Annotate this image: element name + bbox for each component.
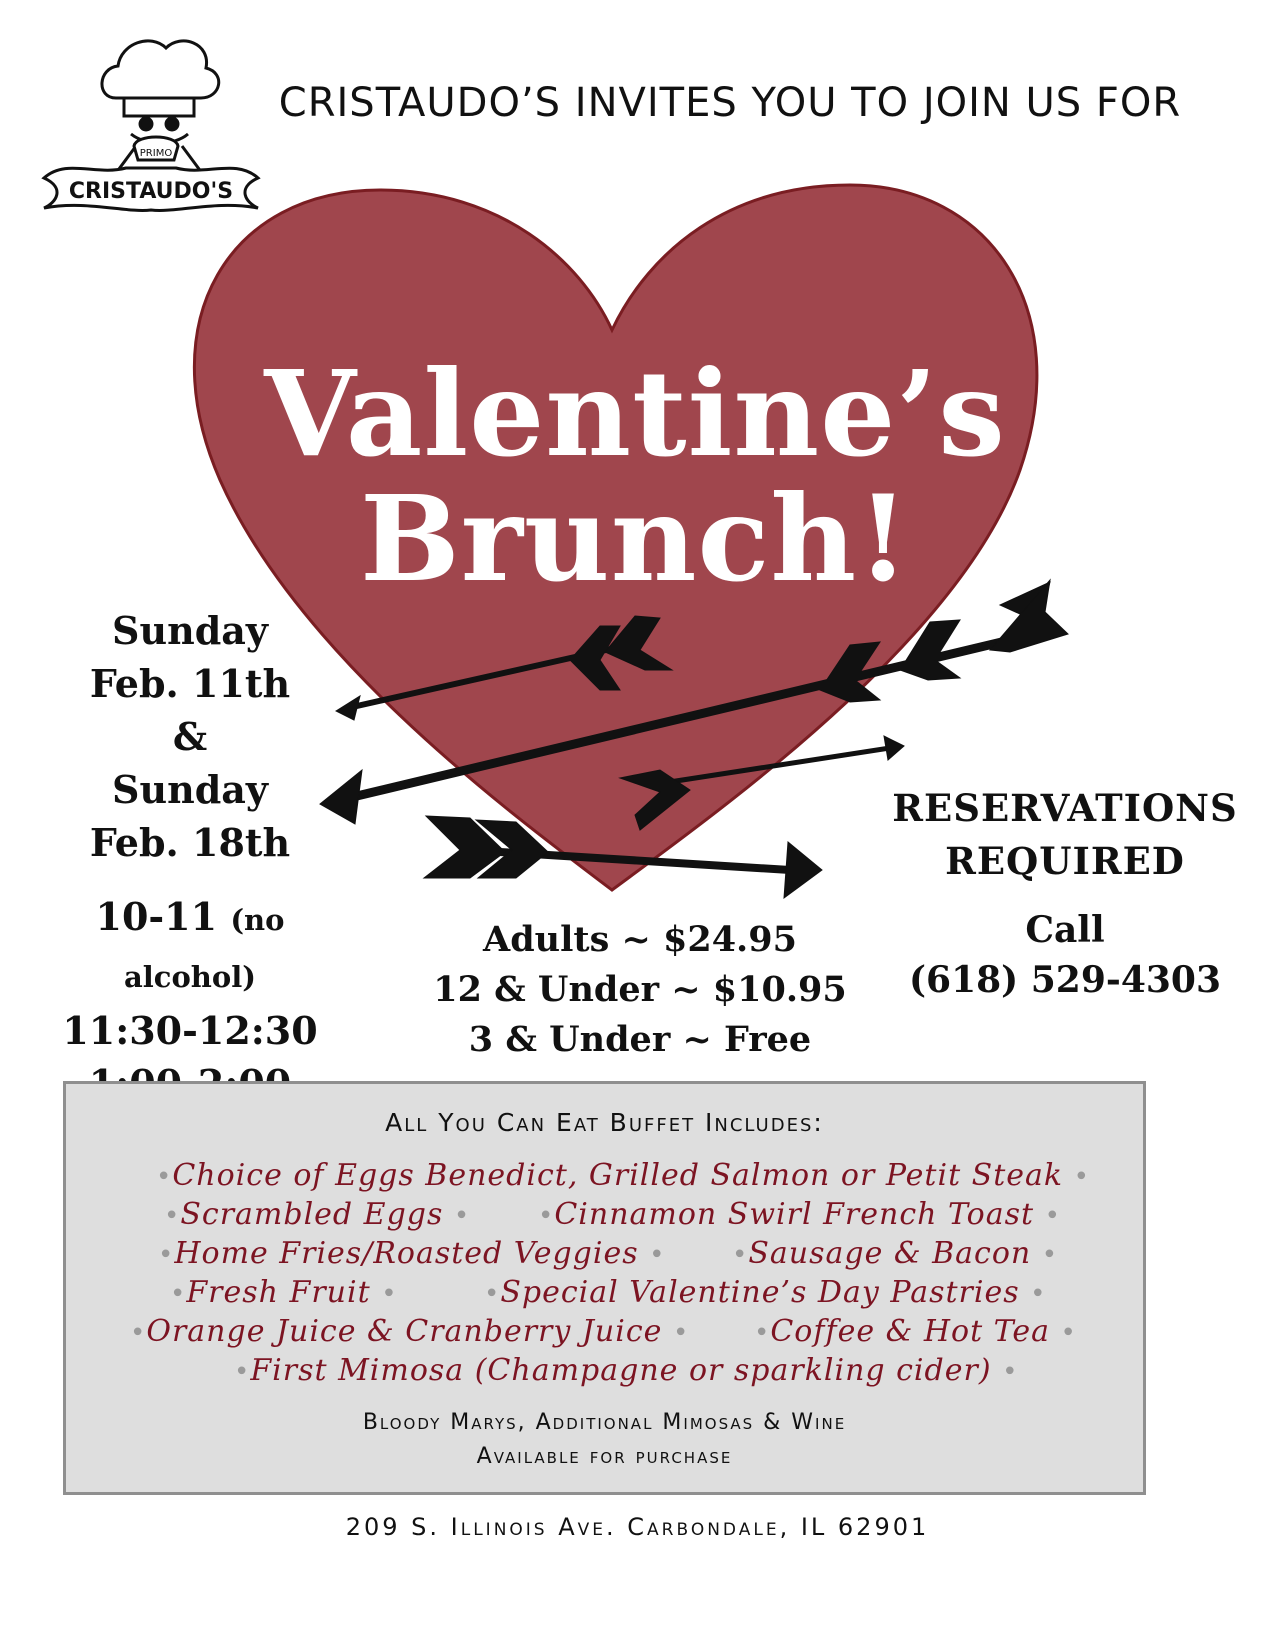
buffet-extras: [66, 1406, 1143, 1474]
buffet-item: •Special Valentine’s Day Pastries •: [484, 1275, 1047, 1310]
call-label: Call: [1025, 909, 1105, 951]
buffet-item: •Scrambled Eggs •: [164, 1197, 471, 1232]
time-slot-1-range: 10-11: [95, 894, 218, 939]
buffet-item: •Fresh Fruit •: [170, 1275, 398, 1310]
buffet-heading: All You Can Eat Buffet Includes:: [385, 1108, 824, 1137]
invite-headline: CRISTAUDO’S INVITES YOU TO JOIN US FOR: [278, 80, 1182, 126]
restaurant-address: 209 S. Illinois Ave. Carbondale, IL 62901: [345, 1513, 930, 1541]
price-kids: 12 & Under ~ $10.95: [433, 969, 847, 1010]
buffet-item: •Orange Juice & Cranberry Juice •: [130, 1314, 690, 1349]
seating-times: [30, 890, 350, 1110]
buffet-item: •Home Fries/Roasted Veggies •: [158, 1236, 666, 1271]
event-title-line1: Valentine’s: [264, 344, 1006, 483]
buffet-item: •Choice of Eggs Benedict, Grilled Salmon or Petit Steak •: [156, 1158, 1090, 1193]
event-title-line2: Brunch!: [360, 469, 910, 608]
logo-banner-text: CRISTAUDO'S: [68, 179, 234, 204]
reservations-line1: RESERVATIONS: [892, 786, 1238, 830]
date-1: Feb. 11th: [89, 661, 291, 706]
logo-tag: PRIMO: [139, 148, 173, 159]
date-ampersand: &: [172, 714, 208, 759]
buffet-item: •Cinnamon Swirl French Toast •: [538, 1197, 1061, 1232]
reservations-notice: [870, 782, 1260, 888]
event-dates: [55, 604, 325, 869]
time-slot-1: [30, 890, 350, 1004]
time-slot-1-note: (no alcohol): [124, 903, 285, 994]
buffet-item: •Sausage & Bacon •: [732, 1236, 1059, 1271]
extras-line1: Bloody Marys, Additional Mimosas & Wine: [362, 1410, 847, 1435]
buffet-row-3: [66, 1236, 1143, 1276]
price-toddlers: 3 & Under ~ Free: [468, 1019, 812, 1060]
buffet-row-5: [66, 1314, 1143, 1354]
extras-line2: Available for purchase: [476, 1444, 733, 1469]
buffet-row-1: [66, 1158, 1143, 1198]
buffet-row-2: [66, 1197, 1143, 1237]
buffet-row-4: [66, 1275, 1143, 1315]
buffet-row-6: [66, 1353, 1143, 1393]
reservations-line2: REQUIRED: [945, 839, 1185, 883]
pricing: [420, 915, 860, 1065]
date-day-2: Sunday: [112, 767, 268, 812]
price-adults: Adults ~ $24.95: [483, 919, 797, 960]
call-info: [870, 905, 1260, 1005]
time-slot-2: 11:30-12:30: [62, 1008, 318, 1053]
date-2: Feb. 18th: [89, 820, 291, 865]
buffet-item: •Coffee & Hot Tea •: [754, 1314, 1077, 1349]
date-day-1: Sunday: [112, 608, 268, 653]
phone-number: (618) 529-4303: [908, 959, 1222, 1001]
buffet-box: [63, 1081, 1146, 1495]
buffet-item: •First Mimosa (Champagne or sparkling cider) •: [234, 1353, 1019, 1388]
